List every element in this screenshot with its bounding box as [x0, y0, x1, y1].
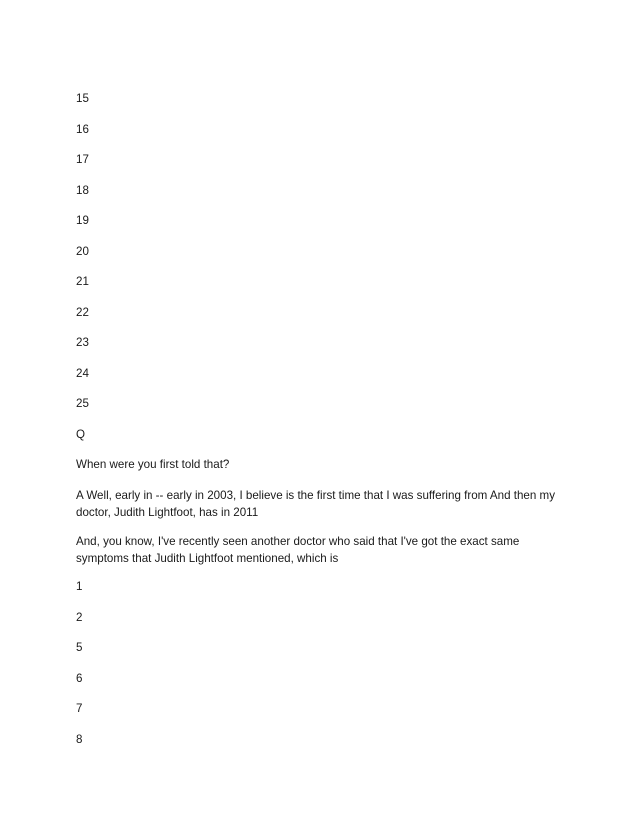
answer-paragraph: And, you know, I've recently seen another doctor who said that I've got the exact same symptoms that Judith Lightfoot mentioned, which is	[76, 535, 520, 565]
line-number: 6	[76, 672, 83, 685]
line-number: 17	[76, 153, 89, 166]
question-marker: Q	[76, 428, 86, 441]
question-text: When were you first told that?	[76, 458, 230, 471]
line-number: 20	[76, 245, 89, 258]
line-number: 19	[76, 214, 89, 227]
line-number: 23	[76, 336, 89, 349]
line-number: 16	[76, 123, 89, 136]
line-number: 22	[76, 306, 89, 319]
answer-paragraph: A Well, early in -- early in 2003, I believe is the first time that I was suffering from And then my doctor, Judith Lightfoot, has in 2011	[76, 489, 555, 519]
line-number: 25	[76, 397, 89, 410]
line-number: 1	[76, 580, 83, 593]
line-number: 21	[76, 275, 89, 288]
line-number: 24	[76, 367, 89, 380]
line-number: 18	[76, 184, 89, 197]
line-number: 8	[76, 733, 83, 746]
line-number: 5	[76, 641, 83, 654]
line-number: 2	[76, 611, 83, 624]
line-number: 15	[76, 92, 89, 105]
line-number: 7	[76, 702, 83, 715]
